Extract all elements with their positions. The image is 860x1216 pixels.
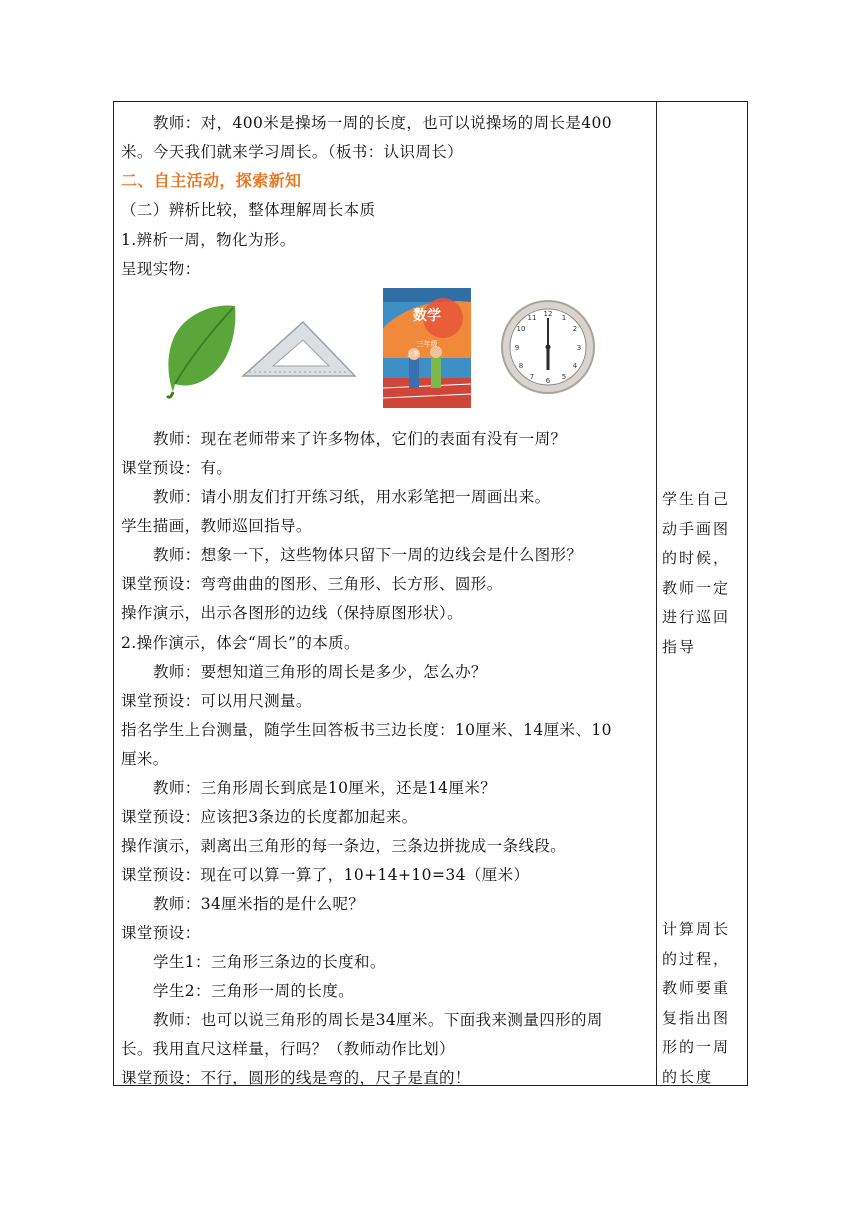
item-heading: 1.辨析一周，物化为形。 xyxy=(121,231,296,249)
paragraph: 教师：三角形周长到底是10厘米，还是14厘米？ xyxy=(153,779,497,797)
svg-text:6: 6 xyxy=(545,377,551,385)
paragraph: 教师：也可以说三角形的周长是34厘米。下面我来测量四形的周 xyxy=(153,1011,603,1029)
svg-text:10: 10 xyxy=(516,325,526,333)
paragraph: 教师：34厘米指的是什么呢？ xyxy=(153,895,365,913)
sub-heading: （二）辨析比较，整体理解周长本质 xyxy=(121,201,376,219)
column-divider xyxy=(656,102,657,1085)
svg-text:11: 11 xyxy=(527,314,537,322)
svg-text:1: 1 xyxy=(561,314,567,322)
side-note-line: 教师要重 xyxy=(662,979,731,997)
paragraph: 课堂预设： xyxy=(121,924,201,942)
clock-image xyxy=(499,298,597,396)
side-note-line: 学生自己 xyxy=(662,490,731,508)
side-note-line: 的过程， xyxy=(662,949,731,968)
paragraph: 课堂预设：现在可以算一算了，10+14+10=34（厘米） xyxy=(121,866,530,884)
paragraph: 指名学生上台测量，随学生回答板书三边长度：10厘米、14厘米、10 xyxy=(121,721,612,739)
book-volume: 上册 xyxy=(406,351,420,358)
paragraph: 教师：对，400米是操场一周的长度，也可以说操场的周长是400 xyxy=(153,114,613,132)
paragraph: 教师：请小朋友们打开练习纸，用水彩笔把一周画出来。 xyxy=(153,488,551,506)
paragraph: 课堂预设：可以用尺测量。 xyxy=(121,692,312,710)
svg-text:12: 12 xyxy=(543,310,553,318)
side-note-line: 形的一周 xyxy=(662,1038,731,1056)
side-note-line: 复指出图 xyxy=(662,1008,731,1027)
side-note-line: 指导 xyxy=(662,637,697,656)
paragraph: 操作演示，出示各图形的边线（保持原图形状）。 xyxy=(121,604,464,622)
side-note-line: 计算周长 xyxy=(662,920,731,938)
svg-text:5: 5 xyxy=(561,373,567,381)
svg-text:8: 8 xyxy=(518,362,524,370)
paragraph: 课堂预设：弯弯曲曲的图形、三角形、长方形、圆形。 xyxy=(121,575,503,593)
paragraph: 课堂预设：不行，圆形的线是弯的，尺子是直的！ xyxy=(121,1069,471,1087)
svg-text:4: 4 xyxy=(572,362,578,370)
side-note-line: 动手画图 xyxy=(662,519,731,538)
math-book-image xyxy=(383,288,471,408)
paragraph: 米。今天我们就来学习周长。（板书：认识周长） xyxy=(121,143,464,161)
paragraph: 教师：想象一下，这些物体只留下一周的边线会是什么图形？ xyxy=(153,546,583,564)
section-heading: 二、自主活动，探索新知 xyxy=(121,171,302,190)
object-images xyxy=(161,288,621,408)
paragraph: 学生描画，教师巡回指导。 xyxy=(121,517,312,535)
side-note-line: 的时候， xyxy=(662,549,731,567)
lesson-table xyxy=(113,101,748,1086)
leaf-image xyxy=(161,300,241,400)
paragraph: 教师：现在老师带来了许多物体，它们的表面有没有一周？ xyxy=(153,430,567,448)
paragraph: 课堂预设：有。 xyxy=(121,459,233,477)
paragraph: 课堂预设：应该把3条边的长度都加起来。 xyxy=(121,808,418,826)
paragraph: 教师：要想知道三角形的周长是多少，怎么办？ xyxy=(153,663,487,681)
paragraph: 操作演示，剥离出三角形的每一条边，三条边拼拢成一条线段。 xyxy=(121,837,567,855)
svg-text:7: 7 xyxy=(529,373,535,381)
side-note-line: 的长度 xyxy=(662,1067,714,1086)
set-square-image xyxy=(239,318,359,382)
book-title: 数学 xyxy=(413,308,441,324)
paragraph: 厘米。 xyxy=(121,750,169,768)
paragraph: 学生2：三角形一周的长度。 xyxy=(153,982,355,1000)
svg-text:3: 3 xyxy=(576,344,582,352)
show-objects-label: 呈现实物： xyxy=(121,260,201,278)
paragraph: 2.操作演示，体会“周长”的本质。 xyxy=(121,634,360,652)
paragraph: 学生1：三角形三条边的长度和。 xyxy=(153,953,386,971)
svg-text:9: 9 xyxy=(514,344,520,352)
side-note-line: 教师一定 xyxy=(662,578,731,597)
side-note-line: 进行巡回 xyxy=(662,608,731,626)
paragraph: 长。我用直尺这样量，行吗？（教师动作比划） xyxy=(121,1040,455,1058)
svg-text:2: 2 xyxy=(572,325,578,333)
book-grade: 三年级 xyxy=(416,340,438,348)
